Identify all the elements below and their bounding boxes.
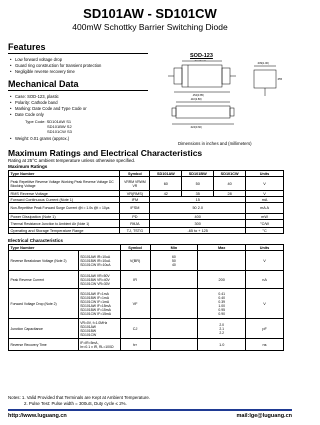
ratings-title: Maximum Ratings and Electrical Characteristics [8,148,203,158]
table-row [9,220,284,228]
unit-cell: V [246,191,284,197]
value-cell: -65 to + 125 [150,228,246,234]
footer-rule [8,409,292,411]
condition-line: SD101CW [80,332,97,337]
col-header: SD101CW [214,171,246,177]
col-header: Type Number [9,171,120,177]
condition-line: SD101CW VR=30V [80,281,110,286]
min-value: 40 [172,262,176,267]
features-list [10,57,101,75]
param-cell: RMS Reverse Voltage [9,191,120,197]
symbol-cell: IFSM [120,203,150,214]
param-cell: Peak Repetitive Reverse Voltage Working Peak Reverse Voltage DC Blocking Voltage [9,177,120,191]
symbol-cell: VRRM VRWM VR [120,177,150,191]
max-value: 0.95 [218,307,225,312]
condition-line: SD101AW IF=15mA [80,303,111,308]
max-cell [198,251,246,271]
type-code-row: Type Code: SD101AW S1 [25,119,72,124]
unit-cell: ns [246,339,284,351]
package-outline-drawing [158,60,292,138]
table-row [9,203,284,214]
symbol-cell: V(BR) [120,251,150,271]
max-value: 2.1 [219,326,225,331]
mechanical-rule [8,90,148,91]
min-value: 50 [172,258,176,263]
max-value: 0.41 [218,291,225,296]
symbol-cell: IR [120,271,150,289]
value-cell: 60 [150,177,182,191]
param-cell: Thermal Resistance Junction to Ambient Air (Note 1) [9,220,120,228]
note-line: Notes: 1. Valid Provided that Terminals are Kept at Ambient Temperature. [8,395,151,400]
condition-line: SD101AW [80,324,96,329]
min-cell [150,319,198,339]
footer-website-link[interactable]: http://www.luguang.cn [8,413,67,419]
feature-item: • Low forward voltage drop [10,57,101,63]
document-title: SD101AW - SD101CW [83,6,217,21]
unit-cell: nA [246,271,284,289]
col-header: Min [150,245,198,251]
value-cell: 300 [150,220,246,228]
type-code-row: SD101CW S3 [47,129,72,135]
condition-line: SD101BW IF=15mA [80,307,111,312]
ratings-subtitle: Rating at 25°C ambient temperature unless otherwise specified. [8,158,136,163]
table-row [9,251,284,271]
type-code-row: SD101BW S2 [47,124,72,130]
electrical-table [8,244,284,351]
col-header: Units [246,171,284,177]
feature-item: • Guard ring construction for transient protection [10,63,101,69]
symbol-cell: VR(RMS) [120,191,150,197]
max-value: 0.40 [218,295,225,300]
max-cell: 200 [198,271,246,289]
condition-line: Irr=0.1 x IR, RL=100Ω [80,344,114,349]
col-header: Units [246,245,284,251]
condition-line: IF=IR=5mA, [80,340,99,345]
condition-line: SD101AW IR=10uA [80,254,111,259]
param-cell: Junction Capacitance [9,319,79,339]
max-value: 1.00 [218,303,225,308]
col-header: Type Number [9,245,121,251]
col-header: Max [198,245,246,251]
svg-text:.152(3.85): .152(3.85) [192,94,204,97]
svg-text:.110(2.80): .110(2.80) [190,98,202,101]
mechanical-item: • Weight: 0.01 grams (approx.) [10,136,69,142]
condition-cell [78,319,120,339]
param-cell: Non-Repetitive Peak Forward Surge Current @t = 1.0s @t = 10μs [9,203,120,214]
mechanical-item-cont: Date Code only [15,112,44,117]
condition-line: SD101BW IR=10uA [80,258,111,263]
svg-text:.055: .055 [277,78,283,81]
col-header: SD101BW [182,171,214,177]
unit-cell: V [246,177,284,191]
notes-block [8,395,150,407]
symbol-cell: VF [120,289,150,319]
mechanical-item [10,112,87,118]
condition-line: SD101AW IF=1mA [80,291,109,296]
unit-cell: V [246,289,284,319]
param-cell: Forward Voltage Drop (Note 2) [9,289,79,319]
value-cell: 50 2.0 [150,203,246,214]
unit-cell: °C [246,228,284,234]
max-value: 0.39 [218,299,225,304]
condition-line: SD101BW IF=1mA [80,295,109,300]
value-cell: 42 [150,191,182,197]
condition-cell [78,289,120,319]
table-row [9,289,284,319]
condition-cell [78,339,120,351]
unit-cell: pF [246,319,284,339]
note-line: 2. Pulse Test: Pulse width = 300uS, Duty cycle ≤ 2%. [24,401,127,406]
package-label: SOD-123 [190,53,213,59]
dimension-note: Dimensions in inches and (millimeters) [178,141,252,146]
condition-cell [78,251,120,271]
max-cell [198,319,246,339]
max-ratings-table [8,170,284,234]
col-header: Symbol [120,171,150,177]
value-cell: 28 [214,191,246,197]
symbol-cell: PD [120,214,150,220]
param-cell: Operating and Storage Temperature Range [9,228,120,234]
symbol-cell: trr [120,339,150,351]
condition-line: SD101BW VR=40V [80,277,110,282]
feature-item: • Negligible reverse recovery time [10,69,101,75]
table-row [9,339,284,351]
param-cell: Forward Continuous Current (Note 1) [9,197,120,203]
min-value: 60 [172,254,176,259]
value-cell: 50 [182,177,214,191]
max-value: 2.0 [219,322,225,327]
col-header: SD101AW [150,171,182,177]
min-cell [150,271,198,289]
param-cell: Reverse Recovery Time [9,339,79,351]
param-cell: Power Dissipation (Note 1) [9,214,120,220]
table-row [9,177,284,191]
max-value: 2.2 [219,330,225,335]
symbol-cell: IFM [120,197,150,203]
symbol-cell: TJ, TSTG [120,228,150,234]
condition-line: SD101AW VR=50V [80,273,110,278]
features-heading: Features [8,42,46,52]
mechanical-list-weight [10,136,69,142]
col-header: Symbol [120,245,150,251]
table-row [9,228,284,234]
svg-text:.067(1.70): .067(1.70) [194,60,206,62]
unit-cell: mA [246,197,284,203]
mechanical-heading: Mechanical Data [8,79,79,89]
param-cell: Reverse Breakdown Voltage (Note 2) [9,251,79,271]
document-subtitle: 400mW Schottky Barrier Switching Diode [72,22,228,32]
condition-line: SD101CW IF=15mA [80,311,112,316]
unit-cell: V [246,251,284,271]
mechanical-item: • Marking: Date Code and Type Code or [10,106,87,112]
unit-cell: °C/W [246,220,284,228]
condition-line: SD101CW IR=10uA [80,262,111,267]
min-cell [150,339,198,351]
mechanical-list [10,94,87,118]
condition-cell [78,271,120,289]
value-cell: 400 [150,214,246,220]
unit-cell: mW [246,214,284,220]
table-row [9,319,284,339]
max-value: 0.90 [218,311,225,316]
svg-text:.024(0.60): .024(0.60) [190,126,202,129]
min-cell [150,251,198,271]
svg-text:.039(1.00): .039(1.00) [257,62,269,65]
value-cell: 15 [150,197,246,203]
electrical-caption: Electrical Characteristics [8,238,63,243]
mechanical-item: • Case: SOD-123, plastic [10,94,87,100]
value-cell: 40 [214,177,246,191]
param-cell: Peak Reverse Current [9,271,79,289]
symbol-cell: RθJA [120,220,150,228]
max-cell [198,289,246,319]
symbol-cell: CJ [120,319,150,339]
unit-cell: mA A [246,203,284,214]
max-cell: 1.0 [198,339,246,351]
value-cell: 35 [182,191,214,197]
table-row [9,271,284,289]
mechanical-item: • Polarity: Cathode band [10,100,87,106]
features-rule [8,53,148,54]
condition-line: SD101BW [80,328,97,333]
type-code-list [25,119,72,135]
footer-email-link[interactable]: mail:lge@luguang.cn [236,413,292,419]
min-cell [150,289,198,319]
condition-line: SD101CW IF=1mA [80,299,110,304]
condition-line: VR=0V, f=1.0MHz [80,320,108,325]
max-ratings-caption: Maximum Ratings [8,164,48,169]
